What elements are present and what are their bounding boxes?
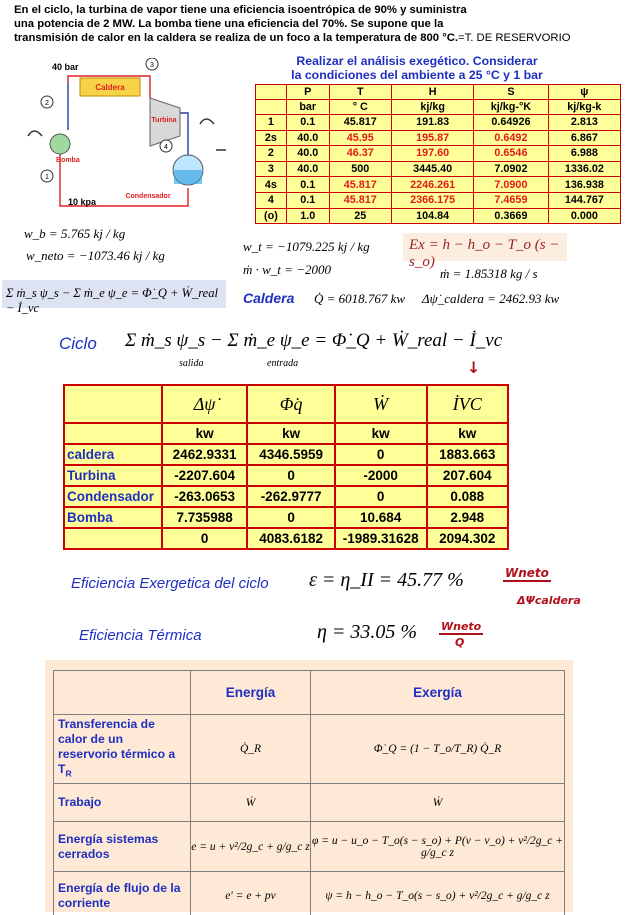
table-row: 4 0.1 45.817 2366.175 7.4659 144.767 — [256, 192, 621, 208]
node-3: 3 — [150, 62, 154, 69]
table-row: Energía sistemas cerrados e = u + v²/2g_c + g/g_c z φ = u − u_o − T_o(s − s_o) + P(v − v_o) + v²/2g_c + g/g_c z — [54, 822, 565, 872]
exergy-formula: Ex = h − h_o − T_o (s − s_o) — [403, 233, 567, 261]
intro-line-3: transmisión de calor en la caldera se realiza de un foco a la temperatura de 800 °C.=T. DE RESERVORIO — [14, 32, 571, 44]
table-row: 1 0.1 45.817 191.83 0.64926 2.813 — [256, 115, 621, 131]
table-row: (o) 1.0 25 104.84 0.3669 0.000 — [256, 208, 621, 224]
node-1: 1 — [45, 174, 49, 181]
state-properties-table — [255, 84, 621, 224]
reservoir-note: =T. DE RESERVORIO — [458, 32, 571, 44]
exergy-table-totals: 0 4083.6182 -1989.31628 2094.302 — [64, 528, 508, 549]
rankine-cycle-diagram — [0, 58, 240, 218]
problem-statement — [14, 3, 626, 45]
pressure-high: 40 bar — [52, 62, 79, 72]
exergetic-efficiency-label: Eficiencia Exergetica del ciclo — [71, 575, 269, 592]
table-row: Condensador -263.0653 -262.9777 0 0.088 — [64, 486, 508, 507]
cycle-exergy-section — [55, 318, 581, 654]
table-row: 3 40.0 500 3445.40 7.0902 1336.02 — [256, 161, 621, 177]
hand-arrow-icon: ↓ — [467, 358, 481, 377]
sub-entrada: entrada — [267, 358, 299, 369]
table-row: Bomba 7.735988 0 10.684 2.948 — [64, 507, 508, 528]
turbina-label: Turbina — [151, 117, 177, 124]
pump-shape — [50, 134, 70, 154]
node-2: 2 — [45, 100, 49, 107]
condensador-label: Condensador — [125, 193, 171, 200]
pump-results — [24, 226, 165, 270]
exergy-balance-equation: Σ ṁ_s ψ_s − Σ ṁ_e ψ_e = Φ̇_Q + Ẇ_real − İ_vc — [2, 280, 226, 308]
net-work: w_neto = −1073.46 kj / kg — [26, 248, 165, 263]
hand-num-2: Wneto — [441, 620, 482, 633]
turbine-work: w_t = −1079.225 kj / kg — [243, 239, 370, 254]
cycle-balance-equation: Σ ṁ_s ψ_s − Σ ṁ_e ψ_e = Φ̇_Q + Ẇ_real − İ_vc salida entrada — [125, 330, 503, 369]
intro-line-1: En el ciclo, la turbina de vapor tiene una eficiencia isoentrópica de 90% y suministra — [14, 4, 467, 16]
heat-rate: Q̇ = 6018.767 kw — [314, 291, 406, 306]
table-row: caldera 2462.9331 4346.5959 0 1883.663 — [64, 444, 508, 465]
pump-work: w_b = 5.765 kj / kg — [24, 226, 126, 241]
thermal-efficiency-value: η = 33.05 % — [317, 621, 418, 643]
exergy-balance-table — [63, 384, 509, 550]
state-table-header: P T H S ψ — [256, 85, 621, 100]
hand-den-2: Q — [455, 636, 465, 649]
node-4: 4 — [164, 144, 168, 151]
table-row: Energía de flujo de la corriente e′ = e + pv ψ = h − h_o − T_o(s − s_o) + v²/2g_c + g/g_c z — [54, 872, 565, 915]
exergy-table-units: kw kw kw kw — [64, 423, 508, 444]
turbine-work-arrow-icon — [200, 119, 214, 124]
ciclo-label: Ciclo — [59, 334, 97, 353]
turbine-power: ṁ · w_t = −2000 — [243, 262, 331, 277]
hand-den-1: ΔΨcaldera — [517, 594, 581, 607]
energy-exergy-comparison-section — [45, 660, 573, 912]
exergy-analysis-heading: Realizar el análisis exegético. Considerar la condiciones del ambiente a 25 °C y 1 bar — [291, 54, 543, 82]
caldera-label: Caldera — [95, 83, 125, 92]
pressure-low: 10 kpa — [68, 197, 97, 207]
sub-salida: salida — [179, 358, 204, 369]
table-row: Trabajo Ẇ Ẇ — [54, 784, 565, 822]
exergy-table-symbols: Δψ̇ Φ̇q Ẇ İVC — [64, 385, 508, 423]
caldera-exergy-change: Δψ̇_caldera = 2462.93 kw — [422, 291, 560, 306]
pump-work-arrow-icon — [28, 131, 42, 136]
table-row: Transferencia de calor de un reservorio térmico a $T_R$ Q̇_R Φ̇_Q = (1 − T_o/T_R) Q̇_R — [54, 715, 565, 784]
table-row: Turbina -2207.604 0 -2000 207.604 — [64, 465, 508, 486]
hand-num-1: Wneto — [505, 566, 549, 580]
table-row: 2 40.0 46.37 197.60 0.6546 6.988 — [256, 146, 621, 162]
row-label-heat: Transferencia de calor de un reservorio térmico a $T_R$ — [54, 715, 191, 784]
table-row: 2s 40.0 45.95 195.87 0.6492 6.867 — [256, 130, 621, 146]
intro-line-2: una potencia de 2 MW. La bomba tiene una eficiencia del 70%. Se supone que la — [14, 18, 444, 30]
bomba-label: Bomba — [56, 157, 80, 164]
thermal-efficiency-label: Eficiencia Térmica — [79, 627, 202, 644]
caldera-results-label: Caldera — [243, 290, 295, 306]
exergetic-efficiency-value: ε = η_II = 45.77 % — [309, 569, 464, 591]
energy-exergy-table — [53, 670, 565, 915]
mass-flow: ṁ = 1.85318 kg / s — [440, 266, 538, 281]
problem-section — [0, 0, 626, 315]
table-row: 4s 0.1 45.817 2246.261 7.0900 136.938 — [256, 177, 621, 193]
comparison-header: Energía Exergía — [54, 671, 565, 715]
state-table-units: bar ° C kj/kg kj/kg-°K kj/kg-k — [256, 100, 621, 115]
